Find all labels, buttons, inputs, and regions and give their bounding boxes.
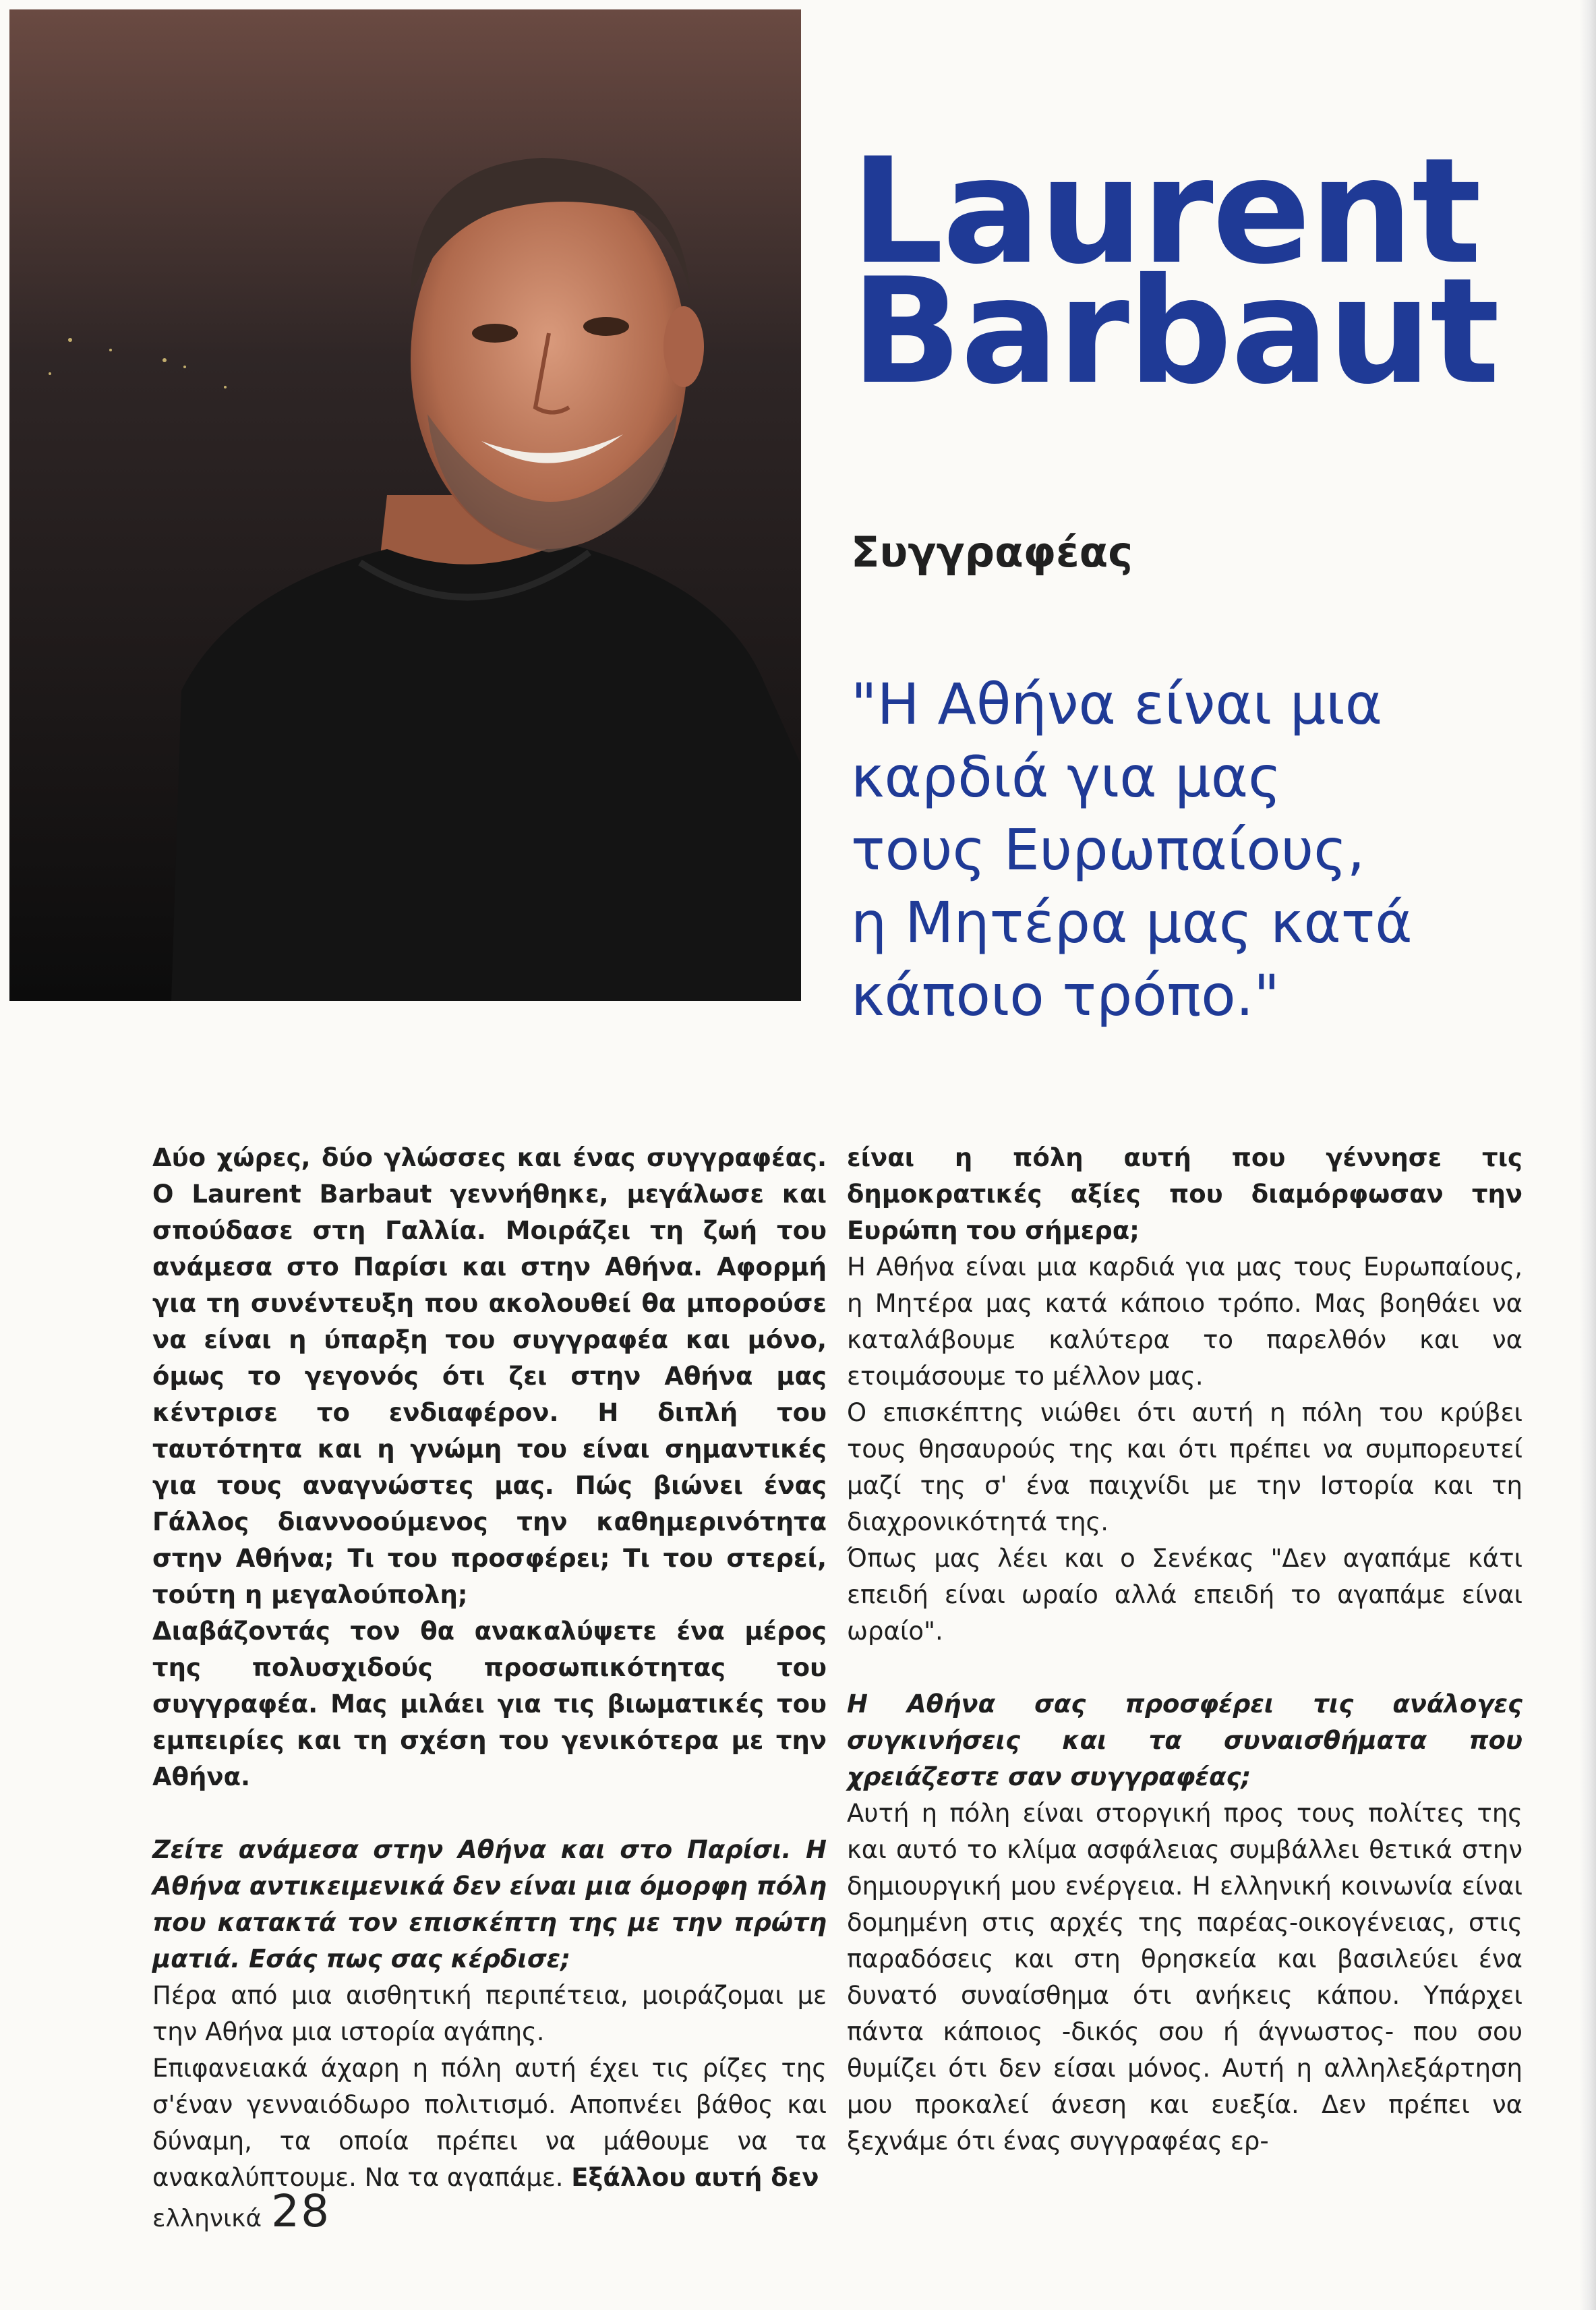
continued-bold-text: είναι η πόλη αυτή που γέννησε τις δημοκρατικές αξίες που διαμόρφωσαν την Ευρώπη του σήμερα; xyxy=(847,1143,1523,1245)
page-number: 28 xyxy=(271,2185,331,2237)
interview-question-1: Ζείτε ανάμεσα στην Αθήνα και στο Παρίσι. Η Αθήνα αντικειμενικά δεν είναι μια όμορφη πόλη που κατακτά τον επισκέπτη της με την πρώτη ματιά. Εσάς πως σας κέρδισε; xyxy=(152,1835,827,1973)
title-first-name: Laurent xyxy=(851,127,1481,296)
left-text-column xyxy=(152,1140,827,2196)
pull-quote xyxy=(851,668,1539,1032)
interview-answer-1a: Πέρα από μια αισθητική περιπέτεια, μοιράζομαι με την Αθήνα μια ιστορία αγάπης. xyxy=(152,1981,827,2046)
portrait-photo xyxy=(9,9,801,1001)
answer-paragraph-1: Η Αθήνα είναι μια καρδιά για μας τους Ευρωπαίους, η Μητέρα μας κατά κάποιο τρόπο. Μας βοηθάει να καταλάβουμε καλύτερα το παρελθόν και να ετοιμάσουμε το μέλλον μας. xyxy=(847,1252,1523,1391)
article-title xyxy=(851,127,1499,416)
pull-quote-line: κάποιο τρόπο." xyxy=(851,962,1280,1029)
answer-paragraph-3: Όπως μας λέει και ο Σενέκας "Δεν αγαπάμε κάτι επειδή είναι ωραίο αλλά επειδή το αγαπάμε είναι ωραίο". xyxy=(847,1544,1523,1646)
portrait-illustration xyxy=(9,9,801,1001)
intro-paragraph-2: Διαβάζοντάς τον θα ανακαλύψετε ένα μέρος της πολυσχιδούς προσωπικότητας του συγγραφέα. Μας μιλάει για τις βιωματικές του εμπειρίες και τη σχέση του γενικότερα με την Αθήνα. xyxy=(152,1617,827,1791)
answer-1b-text: Επιφανειακά άχαρη η πόλη αυτή έχει τις ρίζες της σ'έναν γενναιόδωρο πολιτισμό. Αποπνέει βάθος και δύναμη, τα οποία πρέπει να μάθουμε να τα ανακαλύπτουμε. Να τα αγαπάμε. xyxy=(152,2054,827,2192)
footer-section-label: ελληνικά xyxy=(152,2205,262,2232)
title-last-name: Barbaut xyxy=(851,247,1499,416)
answer-1b-bold: Εξάλλου αυτή δεν xyxy=(571,2163,819,2192)
right-text-column xyxy=(847,1140,1523,2160)
interview-answer-2: Αυτή η πόλη είναι στοργική προς τους πολίτες της και αυτό το κλίμα ασφάλειας συμβάλλει θετικά στην δημιουργική μου ενέργεια. Η ελληνική κοινωνία είναι δομημένη στις αρχές της παρέας-οικογένειας, στις παραδόσεις και στη θρησκεία και βασιλεύει ένα δυνατό συναίσθημα ότι ανήκεις κάπου. Υπάρχει πάντα κάποιος -δικός σου ή άγνωστος- που σου θυμίζει ότι δεν είσαι μόνος. Αυτή η αλληλεξάρτηση μου προκαλεί άνεση και ευεξία. Δεν πρέπει να ξεχνάμε ότι ένας συγγραφέας ερ- xyxy=(847,1799,1523,2156)
page-footer xyxy=(152,2185,330,2237)
intro-paragraph: Δύο χώρες, δύο γλώσσες και ένας συγγραφέας. Ο Laurent Barbaut γεννήθηκε, μεγάλωσε και σπούδασε στη Γαλλία. Μοιράζει τη ζωή του ανάμεσα στο Παρίσι και στην Αθήνα. Αφορμή για τη συνέντευξη που ακολουθεί θα μπορούσε να είναι η ύπαρξη του συγγραφέα και μόνο, όμως το γεγονός ότι ζει στην Αθήνα μας κέντρισε το ενδιαφέρον. Η διπλή του ταυτότητα και η γνώμη του είναι σημαντικές για τους αναγνώστες μας. Πώς βιώνει ένας Γάλλος διαννοούμενος την καθημερινότητα στην Αθήνα; Τι του προσφέρει; Τι του στερεί, τούτη η μεγαλούπολη; xyxy=(152,1143,827,1609)
pull-quote-line: η Μητέρα μας κατά xyxy=(851,890,1413,956)
profession-subtitle: Συγγραφέας xyxy=(851,527,1133,577)
page-edge-shadow xyxy=(1580,0,1596,2310)
pull-quote-line: τους Ευρωπαίους, xyxy=(851,817,1365,883)
pull-quote-line: καρδιά για μας xyxy=(851,744,1282,810)
interview-question-2: Η Αθήνα σας προσφέρει τις ανάλογες συγκινήσεις και τα συναισθήματα που χρειάζεστε σαν συγγραφέας; xyxy=(847,1690,1523,1791)
interview-answer-1b xyxy=(152,2050,827,2196)
pull-quote-line: "Η Αθήνα είναι μια xyxy=(851,671,1383,737)
answer-paragraph-2: Ο επισκέπτης νιώθει ότι αυτή η πόλη του κρύβει τους θησαυρούς της και ότι πρέπει να συμπορευτεί μαζί της σ' ένα παιχνίδι με την Ιστορία και τη διαχρονικότητά της. xyxy=(847,1398,1523,1536)
